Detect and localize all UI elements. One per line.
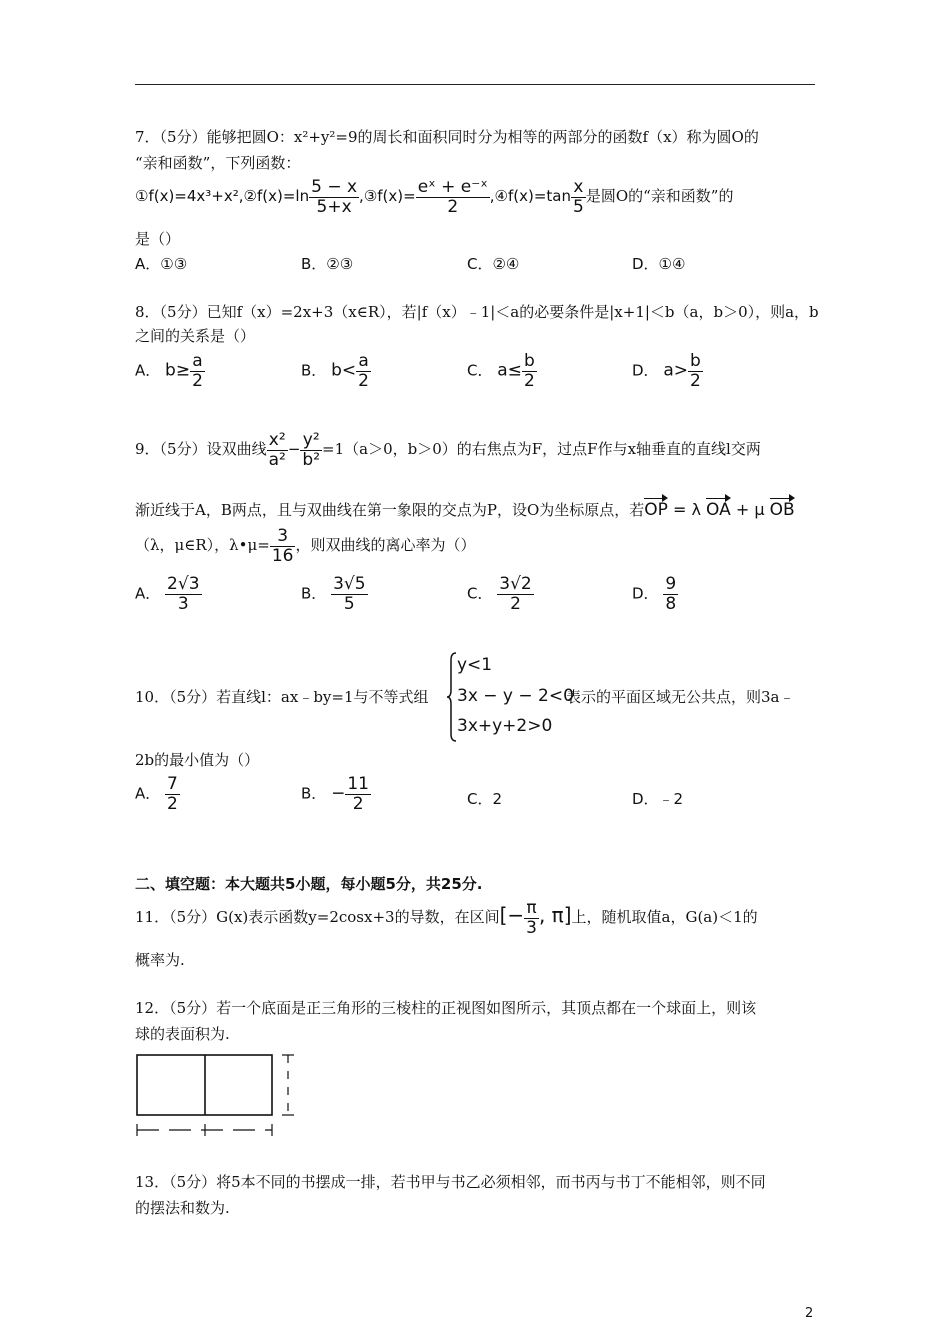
q11-pi-num: π	[524, 899, 539, 919]
q9-option-d-num: 9	[665, 574, 677, 594]
q8-option-a-fraction	[190, 352, 205, 390]
q10-option-a-num: 7	[167, 774, 178, 794]
q10-system-2: 3x − y − 2<0	[457, 686, 574, 706]
q11-prefix: 11．（5分）G(x)表示函数y=2cosx+3的导数，在区间	[135, 908, 500, 927]
q7-f4-prefix: ,④f(x)=tan	[489, 187, 571, 206]
q9-option-a-num: 2√3	[167, 574, 200, 594]
q8-option-b-fraction	[356, 352, 371, 390]
q8-option-d-fraction	[688, 352, 703, 390]
q9-option-a-label: A．	[135, 584, 161, 603]
q11-interval-open: [−	[499, 903, 525, 928]
q9-option-a-den: 3	[177, 593, 189, 614]
q9-option-b-fraction	[331, 575, 367, 613]
q9-option-d[interactable]	[632, 575, 678, 613]
q10-line2: 2b的最小值为（）	[135, 751, 260, 769]
q9-prefix: 9．（5分）设双曲线	[135, 440, 267, 459]
q8-option-d-rel: a>	[663, 360, 689, 381]
q11-post: 上，随机取值a，G(a)＜1的	[571, 908, 758, 927]
q7-f2-num: 5 − x	[311, 177, 358, 197]
q9-product-fraction	[270, 527, 296, 565]
q8-option-c-den: 2	[523, 370, 535, 391]
q9-line3	[135, 527, 475, 565]
q9-eq: = λ	[667, 500, 707, 519]
q11-pi-den: 3	[526, 917, 537, 938]
q9-vector-oa: OA	[706, 500, 731, 520]
q7-f1: ①f(x)=4x³+x²,	[135, 187, 244, 206]
q9-option-c-fraction	[497, 575, 533, 613]
section-heading: 二、填空题：本大题共5小题，每小题5分，共25分.	[135, 875, 483, 893]
q7-line1: 7．（5分）能够把圆O：x²+y²=9的周长和面积同时分为相等的两部分的函数f（x）称为圆O的	[135, 128, 759, 146]
header-rule	[135, 84, 815, 85]
q11-pi-fraction	[524, 899, 539, 937]
q8-option-b-den: 2	[358, 370, 369, 391]
q8-line1: 8．（5分）已知f（x）=2x+3（x∈R），若|f（x）﹣1|＜a的必要条件是|x+1|＜b（a，b＞0），则a，b	[135, 303, 819, 321]
q9-option-c[interactable]	[467, 575, 534, 613]
q8-option-b-num: a	[356, 352, 371, 372]
q7-f3-num: eˣ + e⁻ˣ	[417, 177, 488, 197]
q8-option-a-label: A．	[135, 361, 161, 380]
q8-option-d-label: D．	[632, 361, 659, 380]
q8-option-d-num: b	[688, 352, 703, 372]
q10-option-b-label: B．	[301, 784, 327, 803]
q8-line2: 之间的关系是（）	[135, 327, 256, 345]
q13-line1: 13．（5分）将5本不同的书摆成一排，若书甲与书乙必须相邻，而书丙与书丁不能相邻，则不同	[135, 1173, 766, 1191]
brace-icon	[447, 652, 457, 742]
q11-line1	[135, 899, 758, 937]
q10-option-b[interactable]	[301, 775, 371, 813]
q9-y-fraction	[300, 431, 322, 469]
q7-option-b[interactable]: B．②③	[301, 255, 354, 273]
q9-option-d-fraction	[663, 575, 678, 613]
front-view-diagram	[130, 1050, 300, 1142]
q9-product-num: 3	[270, 527, 296, 547]
q10-option-b-fraction	[345, 775, 371, 813]
q10-option-a-den: 2	[167, 793, 178, 814]
q9-x-num: x²	[267, 431, 288, 451]
q7-f4-den: 5	[572, 196, 584, 217]
q10-option-a-fraction	[165, 775, 180, 813]
q9-line3-post: ，则双曲线的离心率为（）	[295, 536, 476, 555]
q11-interval-close: , π]	[538, 903, 572, 928]
q9-vector-ob: OB	[769, 500, 795, 520]
q8-option-a-den: 2	[192, 370, 203, 391]
q10-prefix: 10．（5分）若直线l：ax﹣by=1与不等式组	[135, 688, 429, 706]
q11-line2: 概率为.	[135, 951, 185, 969]
q9-y-num: y²	[300, 431, 322, 451]
q8-option-a-num: a	[190, 352, 205, 372]
q9-option-c-den: 2	[510, 593, 521, 614]
q7-functions	[135, 178, 733, 216]
q7-f3-den: 2	[447, 196, 459, 217]
q9-option-d-label: D．	[632, 584, 659, 603]
q9-option-b-num: 3√5	[333, 574, 366, 594]
q7-option-c[interactable]: C．②④	[467, 255, 520, 273]
q8-option-b[interactable]	[301, 352, 371, 390]
q8-option-b-label: B．	[301, 361, 327, 380]
q8-option-a-rel: b≥	[165, 360, 191, 381]
q7-f3-prefix: ,③f(x)=	[359, 187, 416, 206]
q12-line2: 球的表面积为.	[135, 1025, 230, 1043]
q9-post: =1（a＞0，b＞0）的右焦点为F，过点F作与x轴垂直的直线l交两	[322, 440, 761, 459]
q7-f2-den: 5+x	[316, 196, 352, 217]
q9-option-b-label: B．	[301, 584, 327, 603]
q10-system-3: 3x+y+2>0	[457, 716, 553, 736]
q7-line2: “亲和函数”，下列函数：	[135, 154, 301, 172]
q9-option-d-den: 8	[665, 593, 677, 614]
q9-line2	[135, 500, 795, 520]
q7-f3-fraction	[416, 178, 490, 216]
q8-option-d-den: 2	[690, 370, 701, 391]
q10-option-d[interactable]: D．﹣2	[632, 790, 684, 808]
q9-option-b-den: 5	[343, 593, 355, 614]
q8-option-c-num: b	[522, 352, 537, 372]
q7-option-a[interactable]: A．①③	[135, 255, 188, 273]
q9-x-fraction	[267, 431, 288, 469]
q9-line2-text: 渐近线于A，B两点，且与双曲线在第一象限的交点为P，设O为坐标原点，若	[135, 501, 645, 519]
q9-y-den: b²	[302, 449, 321, 470]
q9-option-a-fraction	[165, 575, 201, 613]
page-number: 2	[805, 1306, 814, 1321]
q7-line4: 是（）	[135, 230, 181, 248]
q7-f4-fraction	[571, 178, 586, 216]
q10-option-a[interactable]	[135, 775, 180, 813]
q9-option-a[interactable]	[135, 575, 202, 613]
q7-option-d[interactable]: D．①④	[632, 255, 686, 273]
q10-post: 表示的平面区域无公共点，则3a﹣	[566, 688, 795, 706]
q9-minus: −	[287, 440, 301, 459]
q9-line3-prefix: （λ，μ∈R），λ•μ=	[135, 536, 270, 555]
q10-option-b-num: 11	[347, 774, 369, 794]
q8-option-c[interactable]	[467, 352, 537, 390]
q8-option-d[interactable]	[632, 352, 703, 390]
q9-option-b[interactable]	[301, 575, 368, 613]
q10-option-b-sign: −	[331, 783, 346, 804]
q9-plus: + μ	[730, 500, 770, 519]
q8-option-c-label: C．	[467, 361, 493, 380]
q9-x-den: a²	[268, 449, 286, 470]
q9-line1	[135, 431, 761, 469]
q9-option-c-num: 3√2	[499, 574, 532, 594]
q7-f4-num: x	[571, 178, 586, 198]
q10-option-c[interactable]: C．2	[467, 790, 503, 808]
q8-option-b-rel: b<	[331, 360, 357, 381]
q10-option-b-den: 2	[352, 793, 364, 814]
q7-f2-fraction	[309, 178, 359, 216]
q10-option-a-label: A．	[135, 784, 161, 803]
q12-line1: 12．（5分）若一个底面是正三角形的三棱柱的正视图如图所示，其顶点都在一个球面上，则该	[135, 999, 757, 1017]
q9-option-c-label: C．	[467, 584, 493, 603]
q9-vector-op: OP	[644, 500, 668, 520]
q13-line2: 的摆法和数为.	[135, 1199, 230, 1217]
q9-product-den: 16	[271, 545, 294, 566]
q10-system-1: y<1	[457, 655, 493, 675]
q8-option-c-rel: a≤	[497, 360, 522, 381]
q7-tail: 是圆O的“亲和函数”的	[585, 187, 734, 206]
q8-option-c-fraction	[522, 352, 537, 390]
q7-f2-prefix: ②f(x)=ln	[243, 187, 310, 206]
q8-option-a[interactable]	[135, 352, 205, 390]
